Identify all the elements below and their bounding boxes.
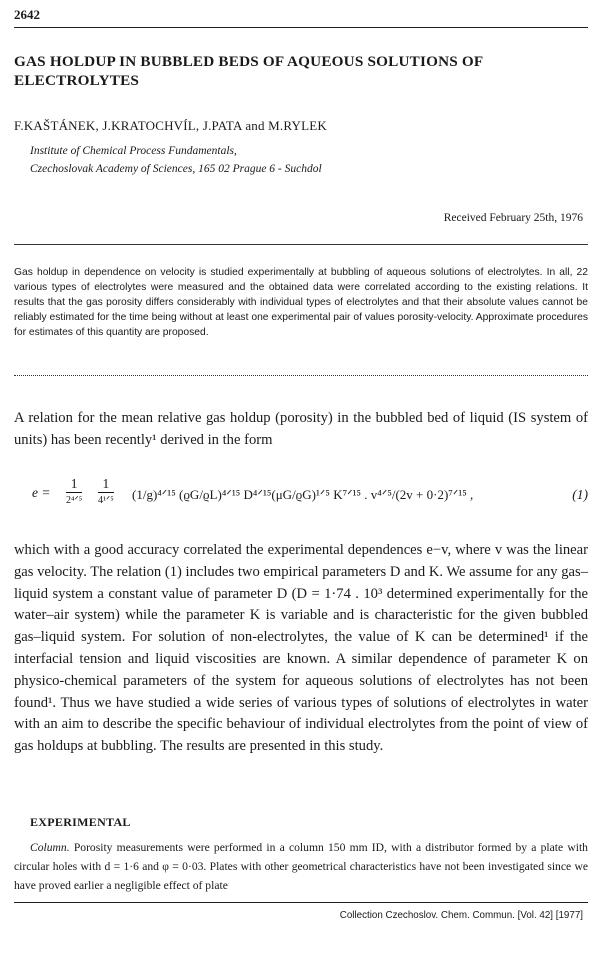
- equation-fraction-2: [98, 476, 114, 509]
- section-heading-experimental: EXPERIMENTAL: [30, 815, 131, 829]
- abstract-top-rule: [14, 244, 588, 245]
- column-paragraph: [14, 838, 588, 895]
- header-rule: [14, 27, 588, 28]
- affiliation: [30, 142, 322, 178]
- received-date: Received February 25th, 1976: [443, 212, 583, 224]
- abstract-bottom-rule: [14, 375, 588, 376]
- fraction-1-numerator: 1: [66, 476, 82, 493]
- equation-rhs: (1/g)⁴ᐟ¹⁵ (ϱG/ϱL)⁴ᐟ¹⁵ D⁴ᐟ¹⁵(μG/ϱG)¹ᐟ⁵ K⁷ᐟ¹⁵ . v⁴ᐟ⁵/(2v + 0·2)⁷ᐟ¹⁵ ,: [132, 487, 474, 502]
- abstract: Gas holdup in dependence on velocity is studied experimentally at bubbling of aqueous solutions of electrolytes. In all, 22 various types of electrolytes were measured and the obtained data were correlated according to the existing relations. It results that the gas porosity differs considerably with individual types of electrolytes and that their absolute values cannot be reliably estimated for the time being without at least one experimental pair of values porosity-velocity. Approximate procedures for estimates of this quantity are proposed.: [14, 267, 588, 339]
- column-label: Column.: [30, 841, 70, 854]
- journal-footer: Collection Czechoslov. Chem. Commun. [Vol. 42] [1977]: [339, 910, 583, 921]
- intro-paragraph: A relation for the mean relative gas holdup (porosity) in the bubbled bed of liquid (IS system of units) has been recently¹ derived in the form: [14, 410, 588, 448]
- equation-1: [14, 470, 588, 530]
- equation-fraction-1: [66, 476, 82, 509]
- equation-number: (1): [572, 487, 588, 502]
- author-list: F.KAŠTÁNEK, J.KRATOCHVÍL, J.PATA and M.RYLEK: [14, 118, 327, 133]
- fraction-1-denominator: 2⁴ᐟ⁵: [66, 495, 83, 506]
- column-text: Porosity measurements were performed in a column 150 mm ID, with a distributor formed by a plate with circular holes with d = 1·6 and φ = 0·03. Plates with other geometrical characteristics have not been investigated since we have proved earlier a negligible effect of plate: [14, 841, 588, 892]
- affiliation-line-2: Czechoslovak Academy of Sciences, 165 02 Prague 6 - Suchdol: [30, 163, 322, 175]
- page-number: 2642: [14, 7, 40, 22]
- second-paragraph: which with a good accuracy correlated the experimental dependences e−v, where v was the linear gas velocity. The relation (1) includes two empirical parameters D and K. We assume for any gas–liquid system a constant value of parameter D (D = 1·74 . 10³ determined experimentally for the water–air system) while the parameter K is variable and is characteristic for the given bubbled gas–liquid system. For solution of non-electrolytes, the value of K can be determined¹ if the interfacial tension and liquid viscosities are known. A similar dependence of parameter K on physico-chemical parameters of the system for aqueous solutions of electrolytes has not been found¹. Thus we have studied a wide series of various types of solutions of electrolytes in water with an aim to describe the specific behaviour of individual electrolytes from the point of view of gas holdups at bubbling. The results are presented in this study.: [14, 542, 588, 755]
- article-title: GAS HOLDUP IN BUBBLED BEDS OF AQUEOUS SOLUTIONS OF ELECTROLYTES: [14, 53, 483, 89]
- affiliation-line-1: Institute of Chemical Process Fundamentals,: [30, 145, 237, 157]
- fraction-2-denominator: 4¹ᐟ⁵: [98, 495, 114, 506]
- fraction-2-numerator: 1: [98, 476, 114, 493]
- equation-lhs: e =: [32, 485, 51, 500]
- footer-rule: [14, 902, 588, 903]
